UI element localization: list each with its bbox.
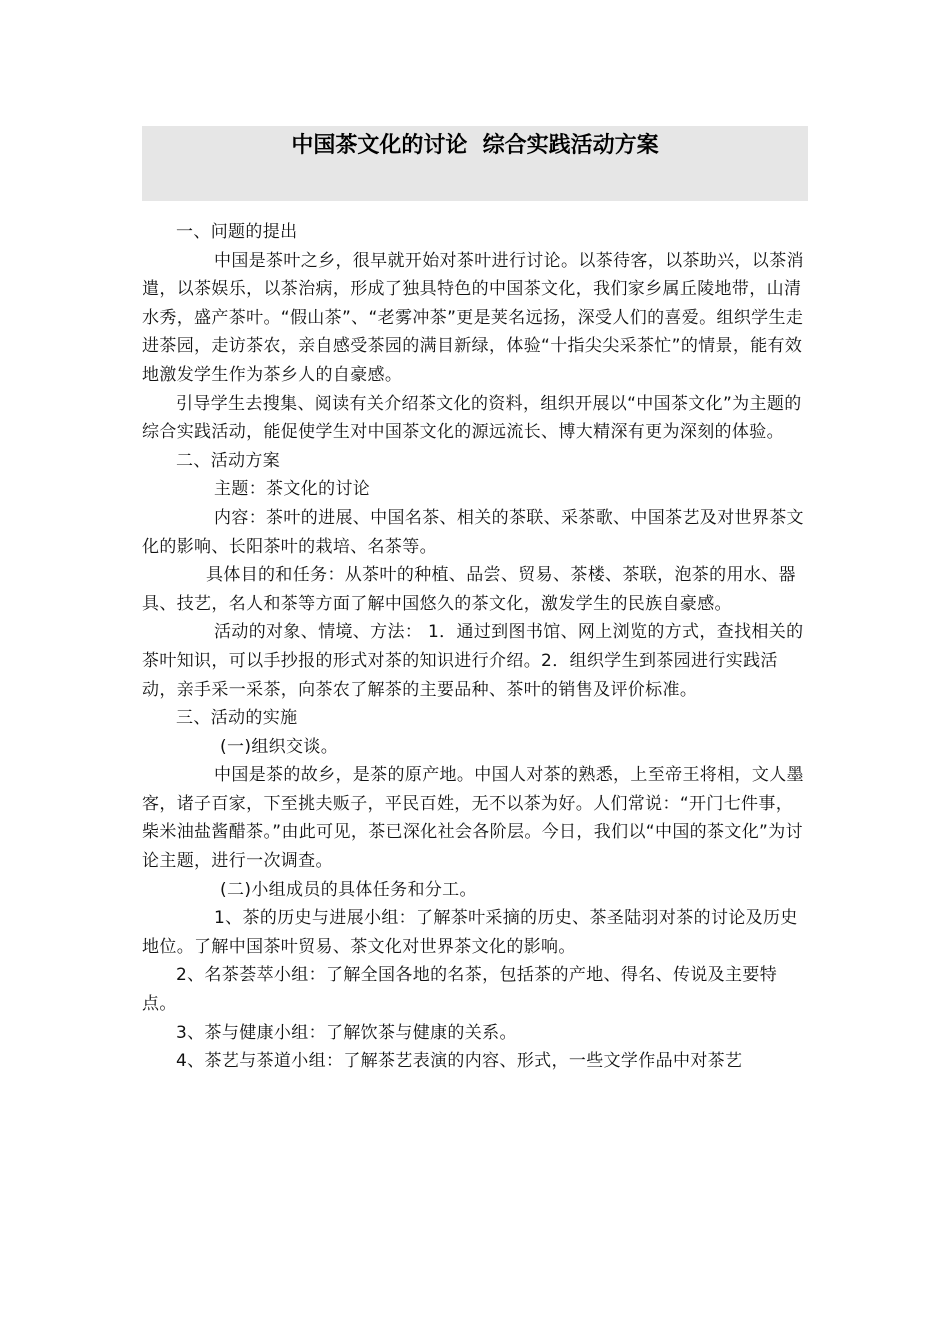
paragraph: 内容：茶叶的进展、中国名茶、相关的茶联、采茶歌、中国茶艺及对世界茶文化的影响、长阳茶叶的栽培、名茶等。: [142, 507, 804, 557]
paragraph: 三、活动的实施: [176, 708, 298, 729]
paragraph: 4、茶艺与茶道小组：了解茶艺表演的内容、形式，一些文学作品中对茶艺: [176, 1051, 743, 1072]
paragraph: 1、茶的历史与进展小组：了解茶叶采摘的历史、茶圣陆羽对茶的讨论及历史地位。了解中国茶叶贸易、茶文化对世界茶文化的影响。: [142, 908, 798, 957]
paragraph: 引导学生去搜集、阅读有关介绍茶文化的资料，组织开展以“中国茶文化”为主题的综合实践活动，能促使学生对中国茶文化的源远流长、博大精深有更为深刻的体验。: [142, 393, 802, 443]
paragraph: 活动的对象、情境、方法： 1．通过到图书馆、网上浏览的方式，查找相关的茶叶知识，可以手抄报的形式对茶的知识进行介绍。2．组织学生到茶园进行实践活动，亲手采一采茶，向茶农了解茶的主要品种、茶叶的销售及评价标准。: [142, 622, 804, 700]
paragraph: 中国是茶叶之乡，很早就开始对茶叶进行讨论。以茶待客，以茶助兴，以茶消遣，以茶娱乐，以茶治病，形成了独具特色的中国茶文化，我们家乡属丘陵地带，山清水秀，盛产茶叶。“假山茶”、“老雾冲茶”更是荚名远扬，深受人们的喜爱。组织学生走进茶园，走访茶农，亲自感受茶园的满目新绿，体验“十指尖尖采茶忙”的情景，能有效地激发学生作为茶乡人的自豪感。: [142, 250, 804, 385]
paragraph: 二、活动方案: [176, 450, 281, 471]
paragraph: 主题：茶文化的讨论: [214, 479, 371, 500]
title-banner: [142, 126, 808, 201]
paragraph: 2、名茶荟萃小组：了解全国各地的名茶，包括茶的产地、得名、传说及主要特点。: [142, 965, 778, 1015]
paragraph: 具体目的和任务：从茶叶的种植、品尝、贸易、茶楼、茶联，泡茶的用水、器具、技艺，名人和茶等方面了解中国悠久的茶文化，激发学生的民族自豪感。: [142, 565, 796, 614]
paragraph: 中国是茶的故乡，是茶的原产地。中国人对茶的熟悉，上至帝王将相，文人墨客，诸子百家，下至挑夫贩子，平民百姓，无不以茶为好。人们常说：“开门七件事，柴米油盐酱醋茶。”由此可见，茶已深化社会各阶层。今日，我们以“中国的茶文化”为讨论主题，进行一次调查。: [142, 765, 804, 872]
document-body: [142, 218, 810, 1076]
paragraph: 一、问题的提出: [176, 222, 298, 242]
paragraph: (一)组织交谈。: [220, 736, 339, 757]
document-title: 中国茶文化的讨论 综合实践活动方案: [291, 132, 659, 158]
paragraph: (二)小组成员的具体任务和分工。: [220, 879, 477, 900]
paragraph: 3、茶与健康小组：了解饮茶与健康的关系。: [176, 1022, 517, 1043]
